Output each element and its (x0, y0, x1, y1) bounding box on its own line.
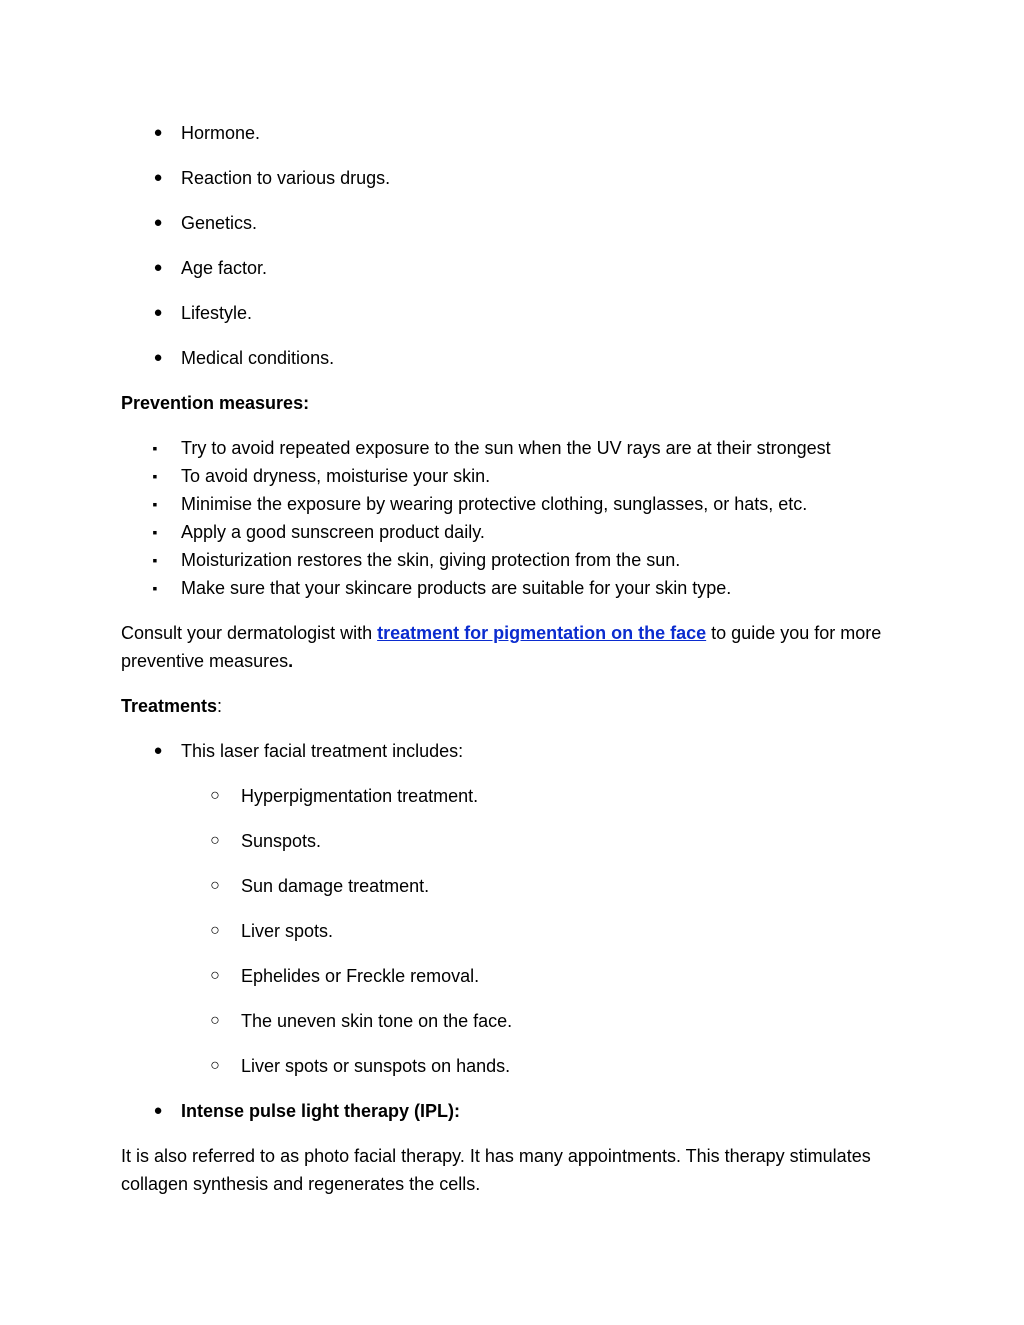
bullet-square: ▪ (152, 496, 158, 512)
prevention-item: Try to avoid repeated exposure to the sun when the UV rays are at their strongest (181, 438, 831, 458)
bullet-dot: ● (153, 1102, 163, 1119)
cause-item: Reaction to various drugs. (181, 168, 391, 188)
laser-intro: This laser facial treatment includes: (181, 741, 464, 761)
cause-item: Hormone. (181, 123, 261, 143)
bullet-circle: ○ (210, 787, 220, 804)
bullet-dot: ● (153, 742, 163, 759)
bullet-dot: ● (153, 349, 163, 366)
cause-item: Age factor. (181, 258, 268, 278)
consult-line2-text: preventive measures (121, 651, 289, 671)
bullet-square: ▪ (152, 524, 158, 540)
cause-item: Genetics. (181, 213, 258, 233)
prevention-item: Moisturization restores the skin, giving protection from the sun. (181, 550, 681, 570)
bullet-circle: ○ (210, 1057, 220, 1074)
ipl-paragraph-line2: collagen synthesis and regenerates the cells. (121, 1174, 481, 1194)
bullet-dot: ● (153, 214, 163, 231)
cause-item: Medical conditions. (181, 348, 335, 368)
bullet-circle: ○ (210, 877, 220, 894)
bullet-dot: ● (153, 124, 163, 141)
cause-item: Lifestyle. (181, 303, 253, 323)
prevention-item: Minimise the exposure by wearing protective clothing, sunglasses, or hats, etc. (181, 494, 808, 514)
treatments-heading-text: Treatments (121, 696, 218, 716)
laser-item: Hyperpigmentation treatment. (241, 786, 479, 806)
prevention-item: To avoid dryness, moisturise your skin. (181, 466, 491, 486)
bullet-dot: ● (153, 259, 163, 276)
laser-item: Sunspots. (241, 831, 322, 851)
treatments-heading (121, 694, 222, 718)
bullet-square: ▪ (152, 440, 158, 456)
ipl-heading: Intense pulse light therapy (IPL): (181, 1101, 461, 1121)
treatments-heading-colon: : (217, 696, 223, 716)
bullet-circle: ○ (210, 1012, 220, 1029)
bullet-dot: ● (153, 169, 163, 186)
bullet-square: ▪ (152, 580, 158, 596)
bullet-dot: ● (153, 304, 163, 321)
laser-item: Liver spots. (241, 921, 334, 941)
bullet-circle: ○ (210, 832, 220, 849)
laser-item: Liver spots or sunspots on hands. (241, 1056, 511, 1076)
prevention-item: Make sure that your skincare products are suitable for your skin type. (181, 578, 732, 598)
laser-item: Ephelides or Freckle removal. (241, 966, 480, 986)
bullet-circle: ○ (210, 922, 220, 939)
ipl-paragraph-line1: It is also referred to as photo facial therapy. It has many appointments. This therapy stimulates (121, 1146, 871, 1166)
consult-text-before: Consult your dermatologist with (121, 623, 378, 643)
prevention-item: Apply a good sunscreen product daily. (181, 522, 485, 542)
laser-item: The uneven skin tone on the face. (241, 1011, 513, 1031)
consult-line2-period: . (288, 651, 294, 671)
laser-item: Sun damage treatment. (241, 876, 430, 896)
bullet-circle: ○ (210, 967, 220, 984)
bullet-square: ▪ (152, 552, 158, 568)
prevention-heading: Prevention measures: (121, 393, 310, 413)
pigmentation-treatment-link[interactable]: treatment for pigmentation on the face (377, 623, 707, 643)
consult-text-after: to guide you for more (706, 623, 882, 643)
bullet-square: ▪ (152, 468, 158, 484)
consult-paragraph-line1 (121, 621, 881, 645)
consult-paragraph-line2 (121, 649, 293, 673)
